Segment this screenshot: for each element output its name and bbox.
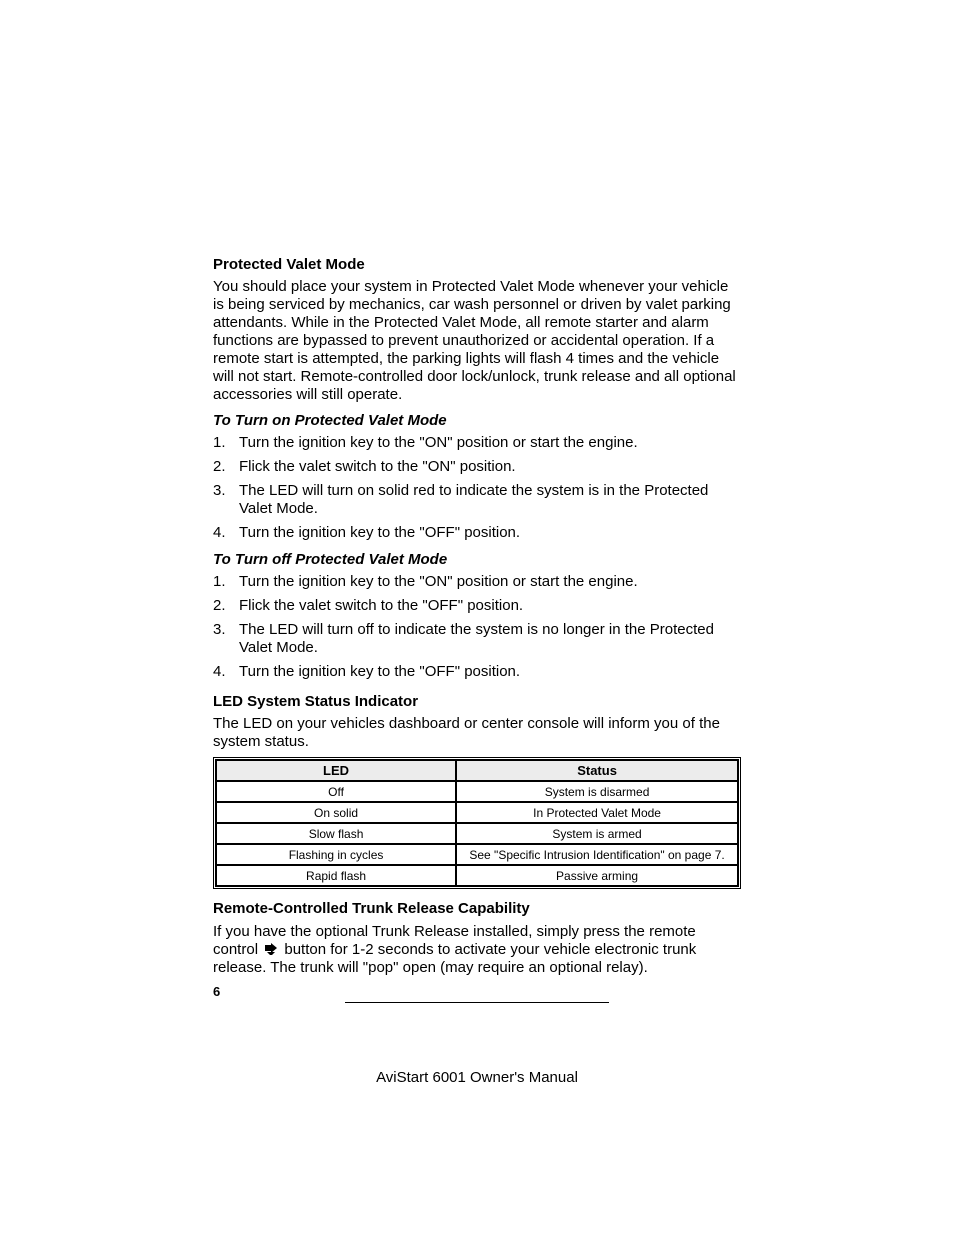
footer-title: AviStart 6001 Owner's Manual bbox=[376, 1069, 578, 1086]
trunk-text-before: If you have the optional Trunk Release installed, simply press the remote control bbox=[213, 923, 696, 958]
step-number: 2. bbox=[213, 597, 226, 614]
step-number: 1. bbox=[213, 434, 226, 451]
trunk-paragraph bbox=[213, 923, 741, 977]
step-text: Turn the ignition key to the "OFF" position. bbox=[239, 524, 521, 541]
led-cell: Slow flash bbox=[216, 823, 456, 844]
column-header-status: Status bbox=[456, 760, 738, 781]
list-item bbox=[213, 524, 741, 542]
column-header-led: LED bbox=[216, 760, 456, 781]
step-number: 2. bbox=[213, 458, 226, 475]
list-item bbox=[213, 663, 741, 681]
step-text: Turn the ignition key to the "OFF" position. bbox=[239, 663, 521, 680]
led-intro: The LED on your vehicles dashboard or center console will inform you of the system status. bbox=[213, 715, 720, 750]
step-text: The LED will turn off to indicate the system is no longer in the Protected Valet Mode. bbox=[239, 621, 714, 656]
table-row bbox=[216, 823, 738, 844]
status-cell: Passive arming bbox=[456, 865, 738, 886]
page-number: 6 bbox=[213, 984, 221, 999]
table-row bbox=[216, 865, 738, 886]
table-row bbox=[216, 802, 738, 823]
status-cell: System is armed bbox=[456, 823, 738, 844]
status-cell: System is disarmed bbox=[456, 781, 738, 802]
step-number: 4. bbox=[213, 663, 226, 680]
step-text: Turn the ignition key to the "ON" position or start the engine. bbox=[239, 573, 638, 590]
subheading-turn-off: To Turn off Protected Valet Mode bbox=[213, 551, 448, 568]
section-heading-valet: Protected Valet Mode bbox=[213, 256, 365, 273]
table-header-row bbox=[216, 760, 738, 781]
led-status-table bbox=[213, 757, 741, 889]
step-text: Flick the valet switch to the "ON" position. bbox=[239, 458, 516, 475]
status-cell: See "Specific Intrusion Identification" on page 7. bbox=[456, 844, 738, 865]
step-number: 3. bbox=[213, 482, 226, 499]
list-item bbox=[213, 482, 741, 518]
led-cell: Off bbox=[216, 781, 456, 802]
list-item bbox=[213, 621, 741, 657]
subheading-turn-on: To Turn on Protected Valet Mode bbox=[213, 412, 447, 429]
list-item bbox=[213, 458, 741, 476]
valet-intro: You should place your system in Protected Valet Mode whenever your vehicle is being serviced by mechanics, car wash personnel or driven by valet parking attendants. While in the Protected Valet Mode, all remote starter and alarm functions are bypassed to prevent unauthorized or accidental operation. If a remote start is attempted, the parking lights will flash 4 times and the vehicle will not start. Remote-controlled door lock/unlock, trunk release and all optional accessories will still operate. bbox=[213, 278, 736, 403]
led-cell: Rapid flash bbox=[216, 865, 456, 886]
table-row bbox=[216, 781, 738, 802]
list-item bbox=[213, 573, 741, 591]
turn-on-steps bbox=[213, 434, 741, 548]
list-item bbox=[213, 597, 741, 615]
step-number: 3. bbox=[213, 621, 226, 638]
step-text: The LED will turn on solid red to indicate the system is in the Protected Valet Mode. bbox=[239, 482, 709, 517]
list-item bbox=[213, 434, 741, 452]
trunk-text-after: button for 1-2 seconds to activate your vehicle electronic trunk release. The trunk will "pop" open (may require an optional relay). bbox=[213, 941, 697, 976]
status-cell: In Protected Valet Mode bbox=[456, 802, 738, 823]
section-heading-led: LED System Status Indicator bbox=[213, 693, 419, 710]
step-text: Flick the valet switch to the "OFF" position. bbox=[239, 597, 524, 614]
section-heading-trunk: Remote-Controlled Trunk Release Capability bbox=[213, 900, 530, 917]
table-row bbox=[216, 844, 738, 865]
led-cell: On solid bbox=[216, 802, 456, 823]
step-text: Turn the ignition key to the "ON" position or start the engine. bbox=[239, 434, 638, 451]
trunk-release-icon bbox=[264, 942, 278, 956]
led-cell: Flashing in cycles bbox=[216, 844, 456, 865]
step-number: 1. bbox=[213, 573, 226, 590]
step-number: 4. bbox=[213, 524, 226, 541]
turn-off-steps bbox=[213, 573, 741, 687]
footer-rule bbox=[345, 1002, 609, 1003]
